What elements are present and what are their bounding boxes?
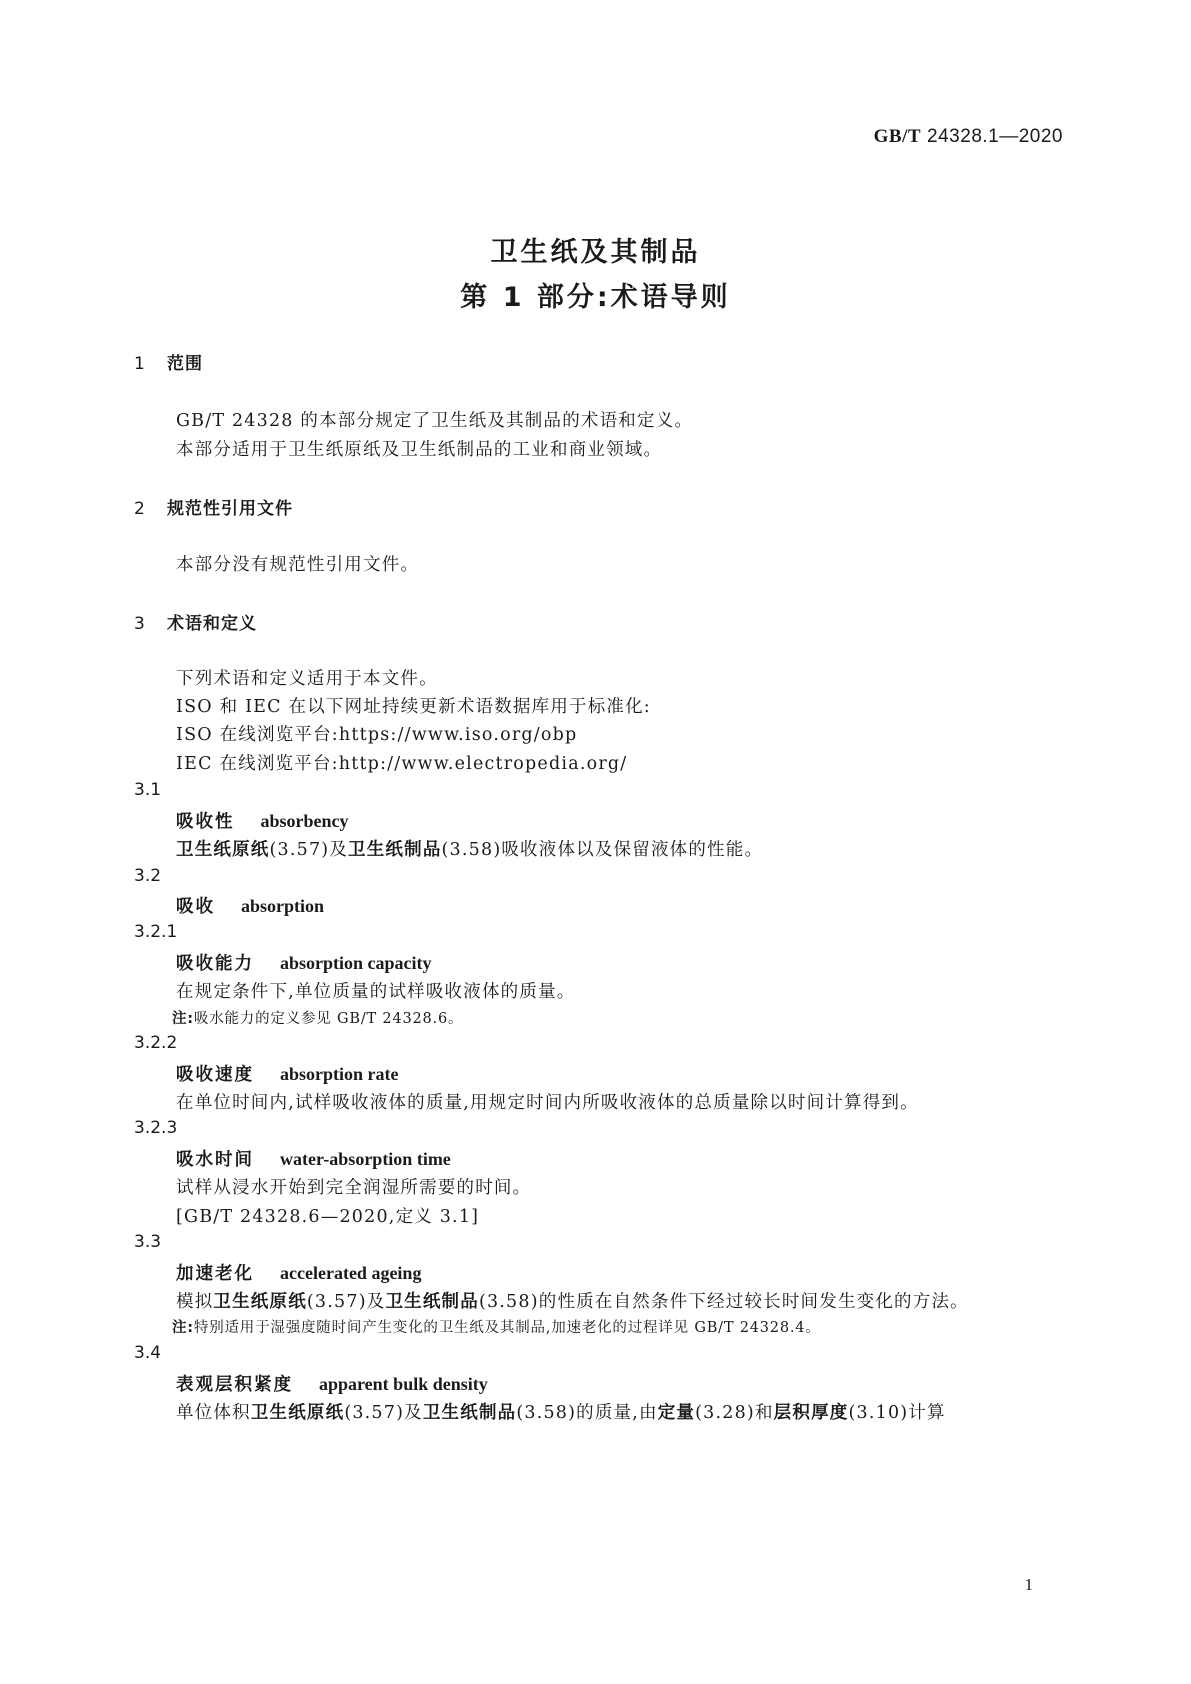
term-reference: 卫生纸制品 [348,840,442,860]
note-label: 注: [172,1011,194,1027]
term-reference: 卫生纸制品 [385,1292,479,1312]
definition: 试样从浸水开始到完全润湿所需要的时间。 [176,1178,532,1198]
document-title-line-2: 第 1 部分:术语导则 [460,282,731,313]
definition [176,1399,946,1424]
note-text: 特别适用于湿强度随时间产生变化的卫生纸及其制品,加速老化的过程详见 GB/T 24328.4。 [193,1320,821,1336]
definition-text: (3.58)的质量,由 [516,1403,658,1423]
paragraph: ISO 和 IEC 在以下网址持续更新术语数据库用于标准化: [176,697,651,717]
section-number: 1 [134,354,146,374]
term-zh: 表观层积紧度 [176,1375,293,1395]
definition [176,1288,969,1313]
term-zh: 吸收性 [176,812,235,832]
term-zh: 吸水时间 [176,1150,254,1170]
term-en: absorption [241,896,325,916]
paragraph: GB/T 24328 的本部分规定了卫生纸及其制品的术语和定义。 [176,411,694,431]
term-en: absorption rate [280,1064,399,1084]
definition [176,836,763,861]
section-number: 2 [134,499,146,519]
paragraph: IEC 在线浏览平台:http://www.electropedia.org/ [176,754,628,774]
note-label: 注: [172,1320,194,1336]
definition-text: (3.57)及 [344,1403,423,1423]
term-reference: 定量 [657,1403,696,1423]
entry-number: 3.4 [134,1343,162,1363]
entry-number: 3.2.3 [134,1118,178,1138]
definition-text: 模拟 [176,1292,214,1312]
definition-text: (3.10)计算 [848,1403,946,1423]
section-title: 范围 [167,354,203,374]
term [176,1371,488,1396]
term-zh: 加速老化 [176,1264,254,1284]
term-en: absorption capacity [280,953,432,973]
section-number: 3 [134,614,146,634]
term-en: water-absorption time [280,1149,451,1169]
standard-number [874,126,1063,148]
note [172,1007,463,1028]
term-reference: 卫生纸制品 [422,1403,517,1423]
term [176,1260,421,1285]
definition-text: 单位体积 [176,1403,251,1423]
section-heading-terms-definitions [134,609,257,634]
term [176,1061,399,1086]
note [172,1316,821,1337]
definition-text: (3.57)及 [269,840,349,860]
paragraph: 本部分没有规范性引用文件。 [176,555,420,575]
term [176,1146,451,1171]
paragraph: 本部分适用于卫生纸原纸及卫生纸制品的工业和商业领域。 [176,440,663,460]
standard-number-value: 24328.1—2020 [927,126,1063,147]
section-title: 规范性引用文件 [167,499,293,519]
standard-code: GB/T [873,126,922,147]
definition: 在规定条件下,单位质量的试样吸收液体的质量。 [176,982,576,1002]
term-reference: 层积厚度 [773,1403,849,1423]
term [176,893,324,918]
paragraph: 下列术语和定义适用于本文件。 [176,669,438,689]
page-number: 1 [1024,1575,1033,1594]
term [176,808,349,833]
note-text: 吸水能力的定义参见 GB/T 24328.6。 [193,1011,464,1027]
term-zh: 吸收速度 [176,1065,254,1085]
definition-text: (3.28)和 [695,1403,774,1423]
section-heading-scope [134,349,203,374]
definition-text: (3.58)的性质在自然条件下经过较长时间发生变化的方法。 [478,1292,969,1312]
paragraph: ISO 在线浏览平台:https://www.iso.org/obp [176,725,578,745]
entry-number: 3.1 [134,780,162,800]
entry-number: 3.2 [134,866,162,886]
source-citation: [GB/T 24328.6—2020,定义 3.1] [176,1207,480,1227]
term-en: accelerated ageing [280,1263,422,1283]
entry-number: 3.2.1 [134,922,178,942]
section-heading-normative-references [134,494,293,519]
term-reference: 卫生纸原纸 [176,840,270,860]
definition: 在单位时间内,试样吸收液体的质量,用规定时间内所吸收液体的总质量除以时间计算得到。 [176,1093,919,1113]
term [176,950,432,975]
definition-text: (3.58)吸收液体以及保留液体的性能。 [441,840,764,860]
section-title: 术语和定义 [167,614,257,634]
term-zh: 吸收 [176,897,215,917]
entry-number: 3.3 [134,1232,162,1252]
document-title-line-1: 卫生纸及其制品 [490,237,701,268]
term-zh: 吸收能力 [176,954,254,974]
term-reference: 卫生纸原纸 [213,1292,307,1312]
term-en: apparent bulk density [319,1374,488,1394]
term-en: absorbency [260,811,349,831]
entry-number: 3.2.2 [134,1033,178,1053]
definition-text: (3.57)及 [306,1292,386,1312]
term-reference: 卫生纸原纸 [250,1403,345,1423]
